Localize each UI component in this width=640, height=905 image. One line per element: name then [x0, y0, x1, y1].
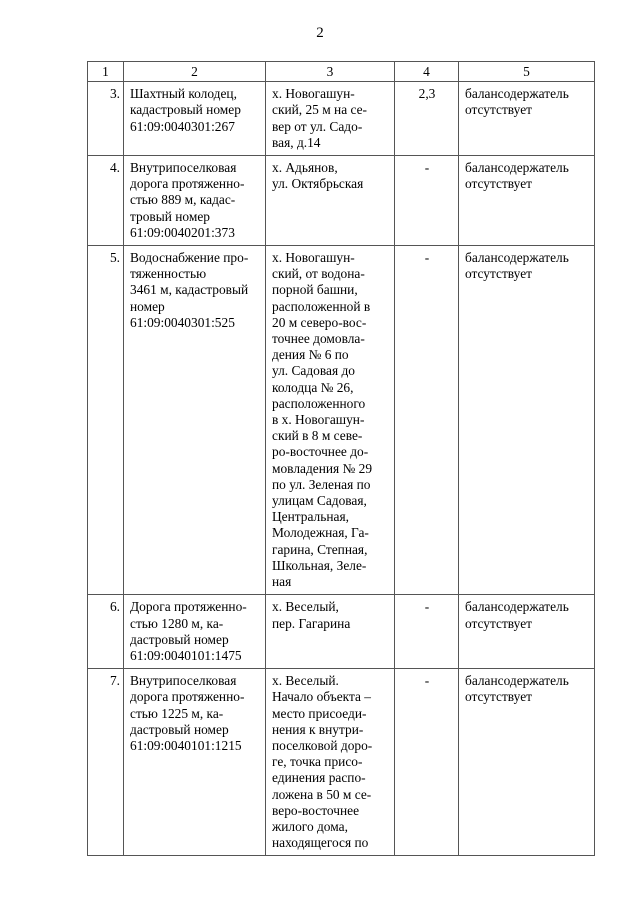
object-name-cell — [124, 595, 266, 669]
column-4-cell: - — [395, 669, 459, 856]
address-line: точнее домовла- — [272, 331, 365, 347]
object-name-line: дастровый номер — [130, 631, 229, 647]
holder-line: отсутствует — [465, 176, 532, 192]
table-row — [88, 246, 595, 595]
address-line: улицам Садовая, — [272, 493, 367, 509]
object-name-line: стью 1280 м, ка- — [130, 615, 224, 631]
address-cell — [266, 246, 395, 595]
address-line: расположенного — [272, 395, 366, 411]
address-line: мовладения № 29 — [272, 460, 373, 476]
address-line: х. Веселый, — [272, 599, 339, 615]
table-row — [88, 669, 595, 856]
object-name-line: кадастровый номер — [130, 102, 241, 118]
address-line: ге, точка присо- — [272, 754, 363, 770]
address-line: 20 м северо-вос- — [272, 314, 367, 330]
object-name-cell — [124, 246, 266, 595]
holder-line: отсутствует — [465, 266, 532, 282]
table-row — [88, 156, 595, 246]
column-4-cell: 2,3 — [395, 82, 459, 156]
address-line: жилого дома, — [272, 818, 348, 834]
address-cell — [266, 82, 395, 156]
holder-line: балансодержатель — [465, 160, 569, 176]
address-line: находящегося по — [272, 835, 369, 851]
address-line: в х. Новогашун- — [272, 412, 365, 428]
address-line: ложена в 50 м се- — [272, 786, 372, 802]
address-line: Центральная, — [272, 509, 349, 525]
holder-line: отсутствует — [465, 689, 532, 705]
address-line: х. Веселый. — [272, 673, 339, 689]
address-line: порной башни, — [272, 282, 358, 298]
row-number-cell: 3. — [88, 82, 124, 156]
object-name-line: дастровый номер — [130, 721, 229, 737]
row-number-cell: 7. — [88, 669, 124, 856]
table-header-row — [88, 62, 595, 82]
object-name-line: тровый номер — [130, 208, 210, 224]
object-name-line: дорога протяженно- — [130, 176, 245, 192]
object-name-line: Дорога протяженно- — [130, 599, 247, 615]
object-name-line: Шахтный колодец, — [130, 86, 237, 102]
object-name-line: 61:09:0040301:525 — [130, 314, 235, 330]
holder-line: балансодержатель — [465, 86, 569, 102]
holder-cell — [459, 669, 595, 856]
address-line: поселковой доро- — [272, 737, 373, 753]
table-row — [88, 595, 595, 669]
holder-cell — [459, 156, 595, 246]
table-row — [88, 82, 595, 156]
header-col-4: 4 — [395, 62, 459, 82]
address-line: по ул. Зеленая по — [272, 476, 371, 492]
object-name-line: Водоснабжение про- — [130, 250, 249, 266]
address-line: ная — [272, 574, 292, 590]
object-name-line: стью 1225 м, ка- — [130, 705, 224, 721]
header-col-5: 5 — [459, 62, 595, 82]
row-number-cell: 5. — [88, 246, 124, 595]
address-line: веро-восточнее — [272, 802, 360, 818]
column-4-cell: - — [395, 595, 459, 669]
page-number: 2 — [316, 25, 324, 41]
address-cell — [266, 669, 395, 856]
holder-cell — [459, 595, 595, 669]
row-number-cell: 4. — [88, 156, 124, 246]
object-name-line: 61:09:0040101:1475 — [130, 647, 242, 663]
address-line: ский в 8 м севе- — [272, 428, 363, 444]
header-col-2: 2 — [124, 62, 266, 82]
header-col-1: 1 — [88, 62, 124, 82]
object-name-line: 61:09:0040201:373 — [130, 224, 235, 240]
address-line: ул. Садовая до — [272, 363, 355, 379]
object-name-line: 61:09:0040101:1215 — [130, 737, 242, 753]
address-line: х. Новогашун- — [272, 86, 355, 102]
address-line: пер. Гагарина — [272, 615, 351, 631]
address-line: вер от ул. Садо- — [272, 118, 363, 134]
address-line: место присоеди- — [272, 705, 367, 721]
address-line: единения распо- — [272, 770, 366, 786]
holder-line: балансодержатель — [465, 673, 569, 689]
address-line: ро-восточнее до- — [272, 444, 369, 460]
address-line: расположенной в — [272, 298, 371, 314]
object-name-line: номер — [130, 298, 165, 314]
address-line: Молодежная, Га- — [272, 525, 369, 541]
holder-line: отсутствует — [465, 615, 532, 631]
address-line: дения № 6 по — [272, 347, 349, 363]
object-name-cell — [124, 669, 266, 856]
address-line: ул. Октябрьская — [272, 176, 364, 192]
address-line: вая, д.14 — [272, 134, 321, 150]
address-line: гарина, Степная, — [272, 541, 368, 557]
object-name-line: 3461 м, кадастровый — [130, 282, 249, 298]
column-4-cell: - — [395, 156, 459, 246]
address-line: х. Новогашун- — [272, 250, 355, 266]
address-cell — [266, 595, 395, 669]
holder-cell — [459, 82, 595, 156]
object-name-line: тяженностью — [130, 266, 207, 282]
object-name-cell — [124, 82, 266, 156]
object-name-line: Внутрипоселковая — [130, 673, 237, 689]
objects-table — [87, 61, 595, 856]
address-line: Школьная, Зеле- — [272, 557, 367, 573]
holder-line: балансодержатель — [465, 599, 569, 615]
holder-cell — [459, 246, 595, 595]
address-line: х. Адьянов, — [272, 160, 338, 176]
object-name-line: стью 889 м, кадас- — [130, 192, 236, 208]
address-line: колодца № 26, — [272, 379, 354, 395]
address-cell — [266, 156, 395, 246]
address-line: ский, от водона- — [272, 266, 365, 282]
address-line: ский, 25 м на се- — [272, 102, 368, 118]
column-4-cell: - — [395, 246, 459, 595]
object-name-line: 61:09:0040301:267 — [130, 118, 235, 134]
holder-line: отсутствует — [465, 102, 532, 118]
header-col-3: 3 — [266, 62, 395, 82]
holder-line: балансодержатель — [465, 250, 569, 266]
object-name-line: Внутрипоселковая — [130, 160, 237, 176]
row-number-cell: 6. — [88, 595, 124, 669]
object-name-line: дорога протяженно- — [130, 689, 245, 705]
object-name-cell — [124, 156, 266, 246]
address-line: Начало объекта – — [272, 689, 371, 705]
address-line: нения к внутри- — [272, 721, 364, 737]
